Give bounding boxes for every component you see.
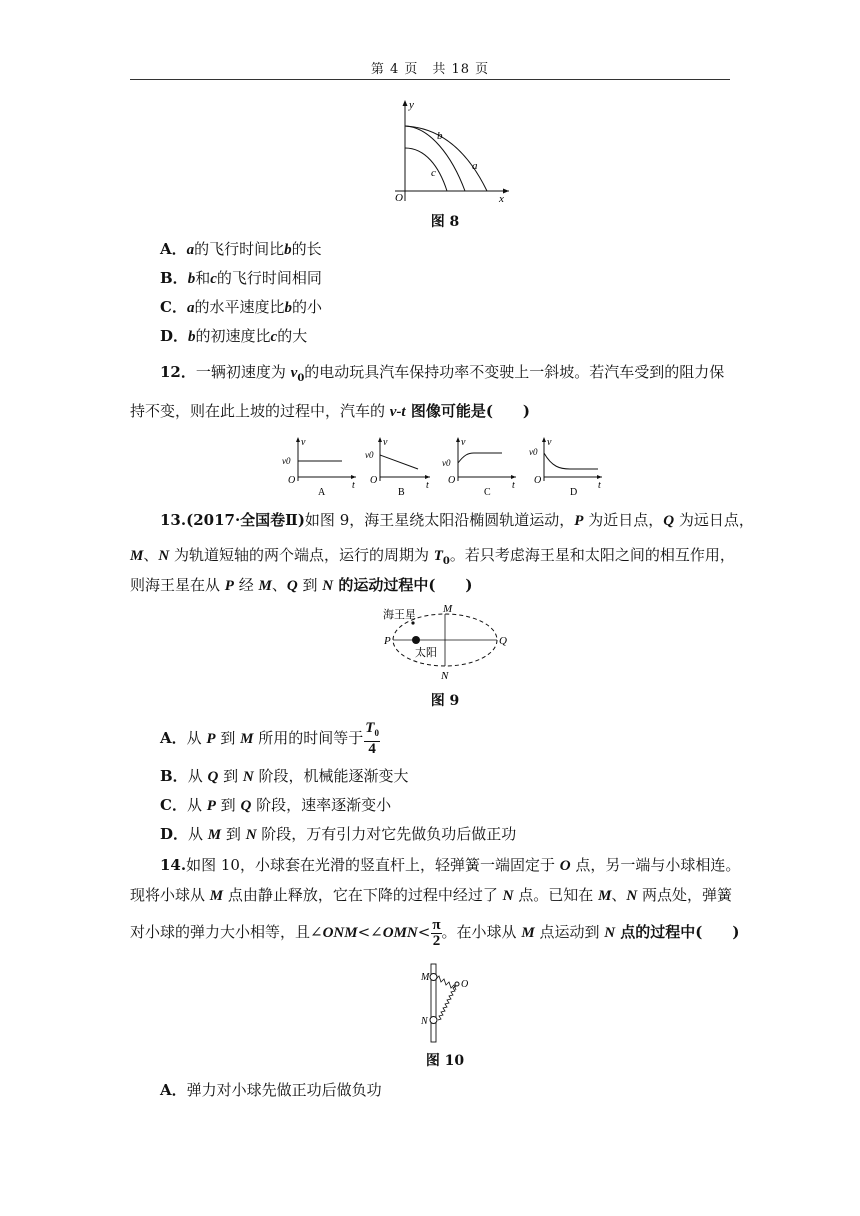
fig8-origin: O [395,192,403,204]
figure-10-caption: 图 10 [425,1053,465,1069]
fig10-M: M [421,972,430,983]
q14-pi-fraction: $\frac{\pi}{2}$ [432,916,441,949]
q12-graph-a-label: A [318,487,326,498]
q11-option-b: B．b和c的飞行时间相同 [160,269,322,287]
q12-graph-c-origin: O [448,475,456,486]
q12-line-2: 持不变，则在此上坡的过程中，汽车的 v-t 图像可能是( ) [130,402,531,420]
q14-option-a: A．弹力对小球先做正功后做负功 [160,1081,382,1099]
q13-option-d: D．从 M 到 N 阶段，万有引力对它先做负功后做正功 [160,825,517,843]
q12-graph-b-label: B [398,487,405,498]
q14-line-1: 14.如图 10，小球套在光滑的竖直杆上，轻弹簧一端固定于 O 点，另一端与小球相连。 [160,856,741,874]
figure-10 [415,962,475,1044]
q11-option-d: D．b的初速度比c的大 [160,327,308,345]
q13-option-a-fraction: $\frac{T_0}{4}$ [365,720,379,757]
fig9-sun: 太阳 [415,647,437,659]
fig8-axis-y: y [409,99,414,111]
q13-option-a: A．从 P 到 M 所用的时间等于 $\frac{T_0}{4}$ [160,720,379,757]
q11-option-a: A．a的飞行时间比b的长 [160,240,322,258]
q12-graph-c-v-axis: v [461,437,466,448]
fig9-M: M [443,603,453,615]
fig10-N: N [421,1016,428,1027]
q12-graph-a [280,433,362,499]
q12-graph-c-t-axis: t [512,480,515,491]
fig8-label-b: b [437,130,443,142]
fig9-planet: 海王星 [383,609,416,621]
q13-line-1: 13.(2017·全国卷Ⅱ)如图 9，海王星绕太阳沿椭圆轨道运动，P 为近日点，Q 为远日点， [160,511,754,529]
fig8-axis-x: x [499,193,504,205]
q12-graph-b [362,433,444,499]
q12-graph-b-origin: O [370,475,378,486]
q12-graph-d-label: D [570,487,578,498]
q13-option-c: C．从 P 到 Q 阶段，速率逐渐变小 [160,796,392,814]
figure-9 [375,603,525,685]
q12-graph-c [440,433,522,499]
fig9-N: N [441,670,449,682]
fig9-Q: Q [499,635,507,647]
fig8-label-c: c [431,167,436,179]
page-header: 第 4 页 共 18 页 [370,62,490,77]
fig8-label-a: a [472,160,478,172]
q12-graph-a-origin: O [288,475,296,486]
fig10-O: O [461,979,469,990]
figure-8-caption: 图 8 [430,214,460,230]
q12-graph-d-t-axis: t [598,480,601,491]
q12-graph-b-t-axis: t [426,480,429,491]
q12-graph-d-v-axis: v [547,437,552,448]
figure-8 [375,96,515,208]
q12-graph-d-origin: O [534,475,542,486]
q12-graph-a-v0: v0 [282,456,291,466]
q12-graph-b-v0: v0 [365,450,374,460]
q12-graph-d [526,433,608,499]
q12-graph-c-v0: v0 [442,458,451,468]
q13-option-b: B．从 Q 到 N 阶段，机械能逐渐变大 [160,767,409,785]
fig9-P: P [384,635,391,647]
q12-graph-a-v-axis: v [301,437,306,448]
q13-line-2: M、N 为轨道短轴的两个端点，运行的周期为 $T_0$。若只考虑海王星和太阳之间的相互作用， [130,546,735,567]
q14-line-2: 现将小球从 M 点由静止释放，它在下降的过程中经过了 N 点。已知在 M、N 两点处，弹簧 [130,886,733,904]
header-rule [130,79,730,80]
q12-line-1: 12．一辆初速度为 $v_0$的电动玩具汽车保持功率不变驶上一斜坡。若汽车受到的阻力保 [160,363,725,384]
q12-graph-c-label: C [484,487,491,498]
q11-option-c: C．a的水平速度比b的小 [160,298,322,316]
figure-9-caption: 图 9 [430,693,460,709]
q12-graph-d-v0: v0 [529,447,538,457]
q13-line-3: 则海王星在从 P 经 M、Q 到 N 的运动过程中( ) [130,576,473,594]
q12-graph-b-v-axis: v [383,437,388,448]
q12-graph-a-t-axis: t [352,480,355,491]
q14-line-3: 对小球的弹力大小相等，且∠ONM<∠OMN< $\frac{\pi}{2}$ 。在小球从 M 点运动到 N 点的过程中( ) [130,916,740,949]
